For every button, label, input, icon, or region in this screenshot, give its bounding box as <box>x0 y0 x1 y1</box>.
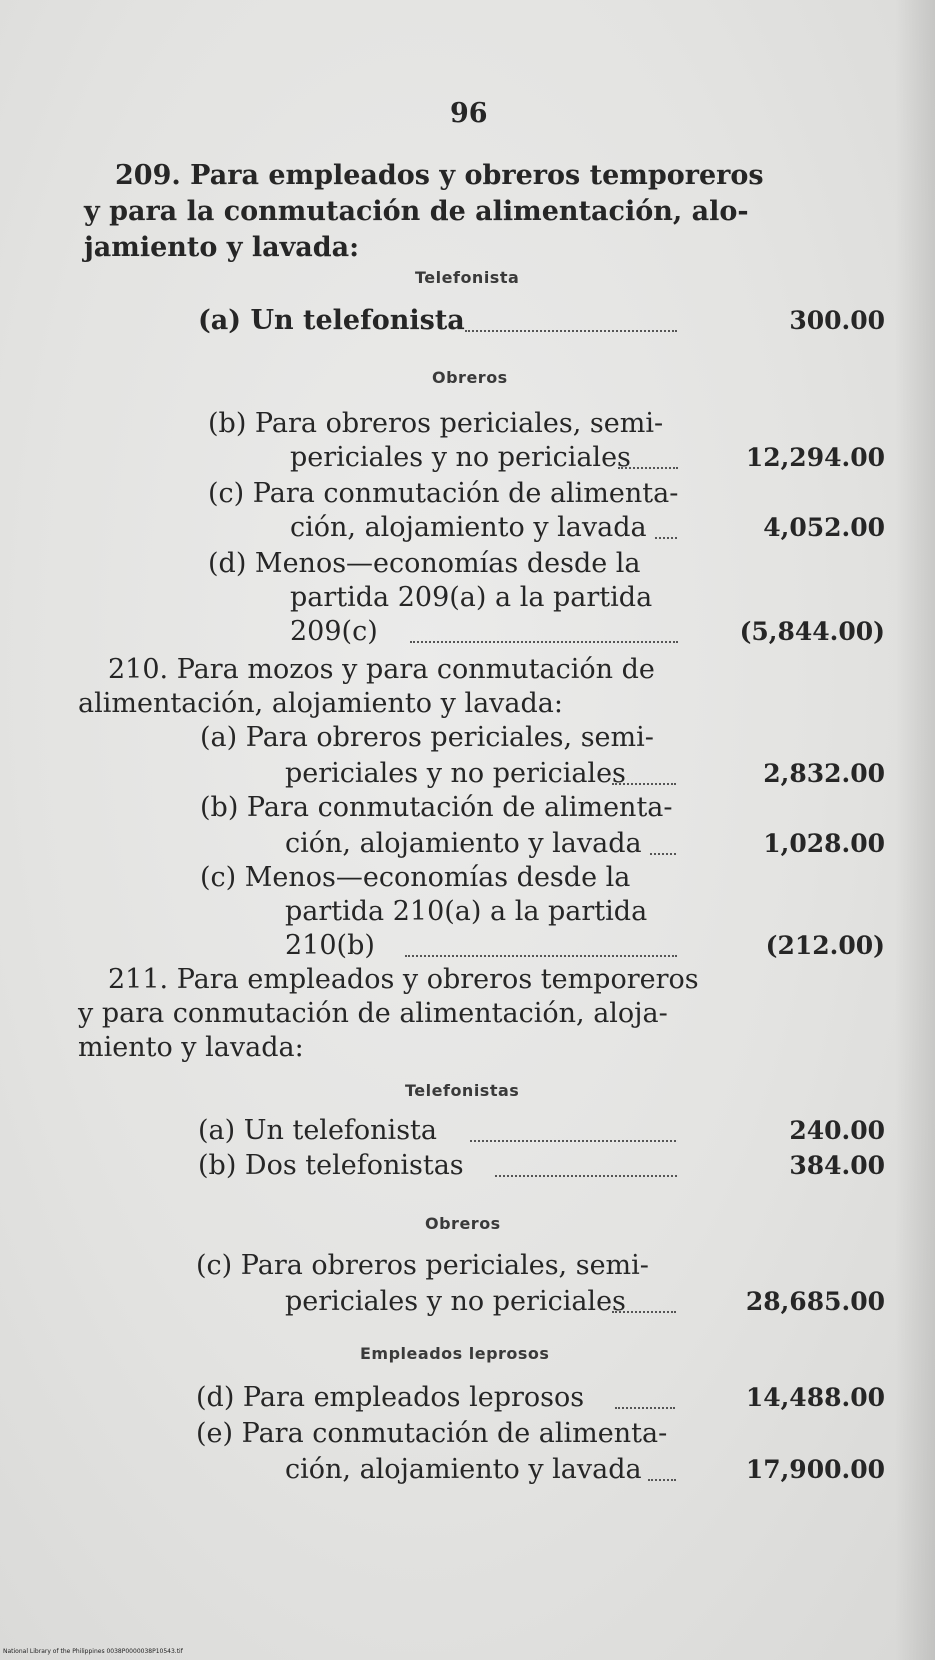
leader-dots <box>650 851 676 855</box>
leader-dots <box>615 1405 675 1409</box>
heading-obreros-1: Obreros <box>432 368 508 387</box>
amount-210a: 2,832.00 <box>763 759 885 788</box>
amount-209b: 12,294.00 <box>745 443 885 472</box>
item-210a-line-2: periciales y no periciales <box>285 758 626 789</box>
item-211a: (a) Un telefonista <box>198 1115 437 1146</box>
amount-211e: 17,900.00 <box>745 1455 885 1484</box>
item-211-line-2: y para conmutación de alimentación, aloja- <box>78 998 668 1029</box>
item-211-line-3: miento y lavada: <box>78 1032 304 1063</box>
item-211c-line-2: periciales y no periciales <box>285 1286 626 1317</box>
item-209d-line-3: 209(c) <box>290 616 378 647</box>
item-211d: (d) Para empleados leprosos <box>196 1382 585 1413</box>
amount-211b: 384.00 <box>789 1151 885 1180</box>
item-209b-line-1: (b) Para obreros periciales, semi- <box>208 408 664 439</box>
item-210b-line-2: ción, alojamiento y lavada <box>285 828 642 859</box>
heading-obreros-2: Obreros <box>425 1214 501 1233</box>
amount-209d: (5,844.00) <box>739 617 885 646</box>
amount-210b: 1,028.00 <box>763 829 885 858</box>
item-209-line-2: y para la conmutación de alimentación, alo- <box>84 196 749 227</box>
item-209b-line-2: periciales y no periciales <box>290 442 631 473</box>
heading-empleados-leprosos: Empleados leprosos <box>360 1344 550 1363</box>
leader-dots <box>618 465 678 469</box>
scan-footer-text: National Library of the Philippines 0038P0000038P10543.tif <box>3 1648 183 1655</box>
heading-telefonistas: Telefonistas <box>405 1081 520 1100</box>
item-209-line-3: jamiento y lavada: <box>84 232 360 263</box>
amount-211d: 14,488.00 <box>745 1383 885 1412</box>
leader-dots <box>612 1309 676 1313</box>
item-209-line-1: 209. Para empleados y obreros temporeros <box>115 160 764 191</box>
item-209d-line-1: (d) Menos—economías desde la <box>208 548 641 579</box>
item-211c-line-1: (c) Para obreros periciales, semi- <box>196 1250 649 1281</box>
item-211e-line-1: (e) Para conmutación de alimenta- <box>196 1418 668 1449</box>
item-209c-line-2: ción, alojamiento y lavada <box>290 512 647 543</box>
amount-209a: 300.00 <box>789 306 885 335</box>
item-209c-line-1: (c) Para conmutación de alimenta- <box>208 478 679 509</box>
item-209a: (a) Un telefonista <box>198 305 465 336</box>
item-211-line-1: 211. Para empleados y obreros temporeros <box>108 964 699 995</box>
page-number: 96 <box>450 98 488 129</box>
amount-211a: 240.00 <box>789 1116 885 1145</box>
amount-209c: 4,052.00 <box>763 513 885 542</box>
leader-dots <box>410 639 678 643</box>
amount-210c: (212.00) <box>765 931 885 960</box>
item-211b: (b) Dos telefonistas <box>198 1150 464 1181</box>
amount-211c: 28,685.00 <box>745 1287 885 1316</box>
item-211e-line-2: ción, alojamiento y lavada <box>285 1454 642 1485</box>
leader-dots <box>405 953 677 957</box>
leader-dots <box>465 328 677 332</box>
leader-dots <box>470 1138 676 1142</box>
item-210-line-1: 210. Para mozos y para conmutación de <box>108 654 655 685</box>
leader-dots <box>612 781 676 785</box>
leader-dots <box>655 535 677 539</box>
leader-dots <box>495 1173 677 1177</box>
item-210a-line-1: (a) Para obreros periciales, semi- <box>200 722 654 753</box>
item-210-line-2: alimentación, alojamiento y lavada: <box>78 688 563 719</box>
heading-telefonista: Telefonista <box>415 268 520 287</box>
item-210b-line-1: (b) Para conmutación de alimenta- <box>200 792 673 823</box>
item-210c-line-3: 210(b) <box>285 930 375 961</box>
item-210c-line-2: partida 210(a) a la partida <box>285 896 648 927</box>
leader-dots <box>648 1477 676 1481</box>
page-edge-shadow <box>895 0 935 1660</box>
item-209d-line-2: partida 209(a) a la partida <box>290 582 653 613</box>
item-210c-line-1: (c) Menos—economías desde la <box>200 862 631 893</box>
